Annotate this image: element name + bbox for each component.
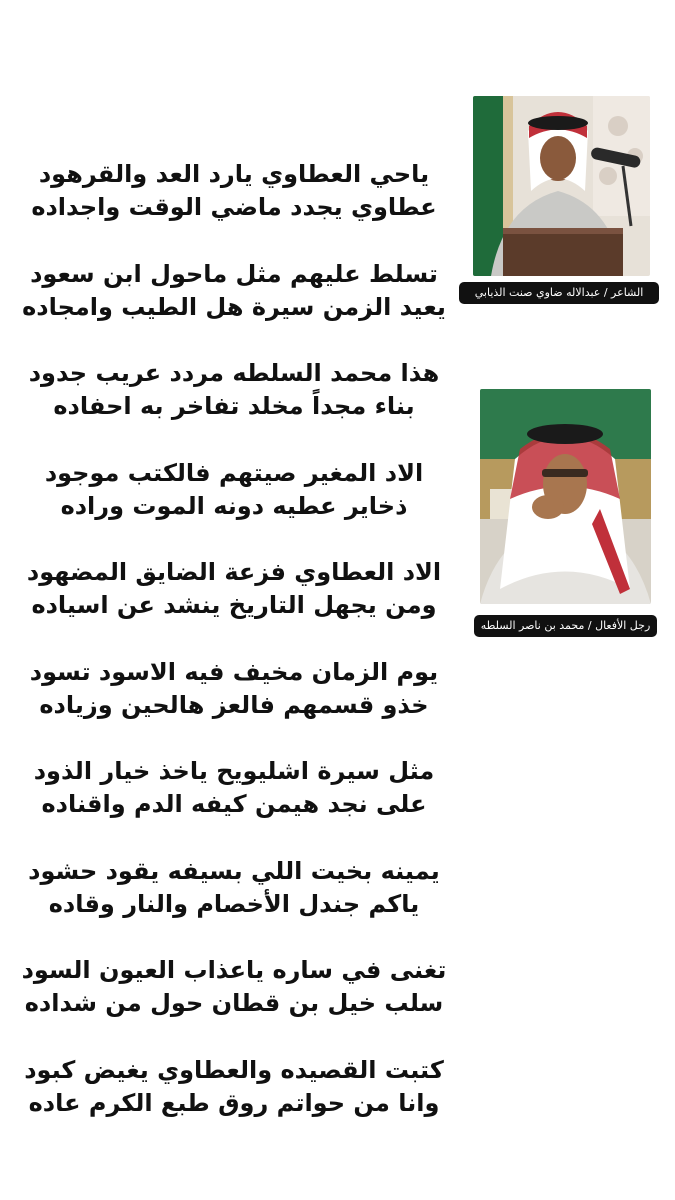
verse-line: بناء مجداً مخلد تفاخر به احفاده	[53, 392, 415, 420]
stanza	[8, 755, 460, 855]
stanza	[8, 258, 460, 358]
honoree-portrait-image	[480, 389, 651, 604]
honoree-photo-card	[474, 389, 657, 637]
verse-line: خذو قسمهم فالعز هالحين وزياده	[39, 690, 429, 719]
honoree-caption: رجل الأفعال / محمد بن ناصر السلطه	[474, 615, 657, 637]
verse-line: تسلط عليهم مثل ماحول ابن سعود	[30, 259, 438, 288]
verse-line: سلب خيل بن قطان حول من شداده	[24, 989, 444, 1017]
verse-line: تغنى في ساره ياعذاب العيون السود	[21, 956, 447, 984]
verse-line: مثل سيرة اشليويح ياخذ خيار الذود	[33, 757, 435, 785]
stanza	[8, 357, 460, 457]
verse-line: ذخاير عطيه دونه الموت وراده	[60, 491, 408, 520]
verse-line: يوم الزمان مخيف فيه الاسود تسود	[29, 657, 439, 686]
stanza	[8, 457, 460, 557]
poet-photo	[473, 96, 650, 276]
verse-line: ياحي العطاوي يارد العد والقرهود	[38, 160, 430, 188]
stanza	[8, 954, 460, 1054]
verse-line: الاد المغير صيتهم فالكتب موجود	[44, 458, 424, 487]
verse-line: عطاوي يجدد ماضي الوقت واجداده	[31, 193, 437, 221]
verse-line: يمينه بخيت اللي بسيفه يقود حشود	[28, 856, 440, 885]
stanza	[8, 855, 460, 955]
poet-photo-card	[459, 96, 659, 304]
poem	[8, 158, 460, 1153]
verse-line: على نجد هيمن كيفه الدم واقناده	[41, 790, 427, 818]
poet-caption: الشاعر / عبدالاله ضاوي صنت الذيابي	[459, 282, 659, 304]
verse-line: كتبت القصيده والعطاوي يغيض كبود	[24, 1055, 444, 1084]
verse-line: الاد العطاوي فزعة الضايق المضهود	[26, 558, 442, 586]
verse-line: وانا من حواتم روق طبع الكرم عاده	[28, 1088, 440, 1117]
stanza	[8, 1054, 460, 1154]
honoree-photo	[480, 389, 651, 604]
verse-line: ياكم جندل الأخصام والنار وقاده	[48, 889, 420, 918]
verse-line: ومن يجهل التاريخ ينشد عن اسياده	[31, 591, 437, 619]
stanza	[8, 556, 460, 656]
verse-line: يعيد الزمن سيرة هل الطيب وامجاده	[22, 292, 446, 321]
stanza	[8, 656, 460, 756]
poet-portrait-image	[473, 96, 650, 276]
stanza	[8, 158, 460, 258]
verse-line: هذا محمد السلطه مردد عريب جدود	[28, 359, 440, 387]
